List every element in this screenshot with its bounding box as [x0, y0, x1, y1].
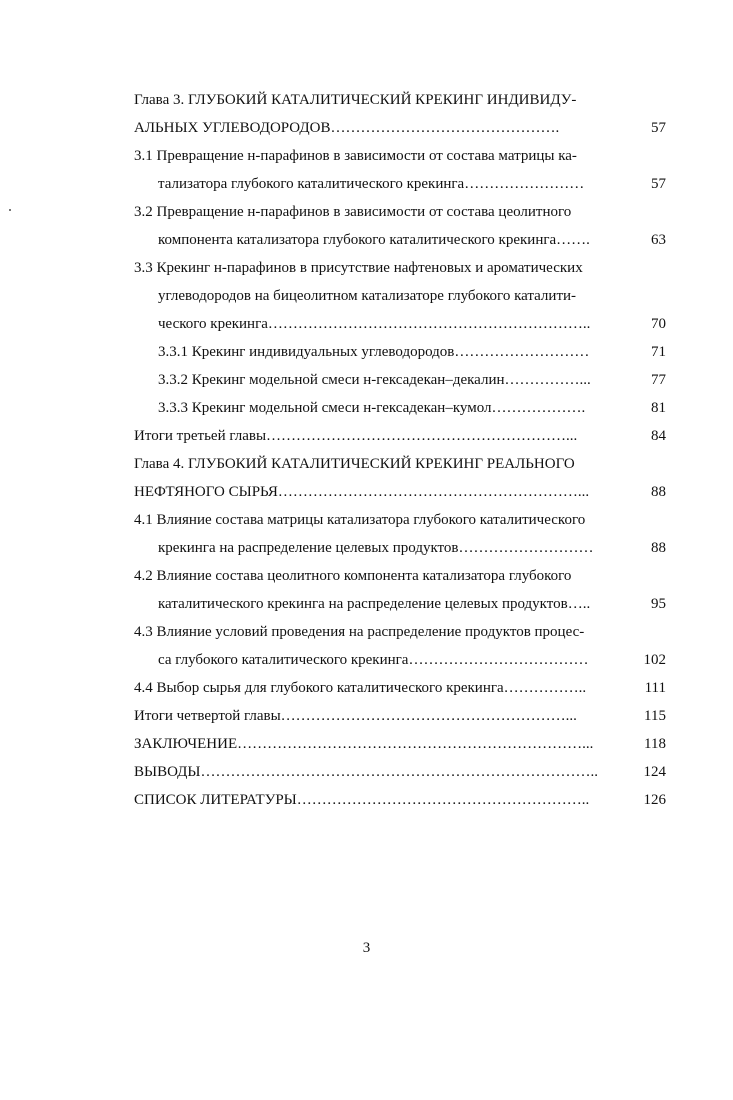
toc-section-3-2-line-2: компонента катализатора глубокого каталитического крекинга……. [158, 232, 590, 248]
toc-chapter-4-line-2: НЕФТЯНОГО СЫРЬЯ……………………………………………………... [134, 484, 590, 500]
toc-section-4-1-page: 88 [651, 540, 666, 556]
toc-subsection-3-3-3-page: 81 [651, 400, 666, 416]
toc-chapter-3-line-2: АЛЬНЫХ УГЛЕВОДОРОДОВ………………………………………. [134, 120, 560, 136]
toc-references: СПИСОК ЛИТЕРАТУРЫ………………………………………………….. [134, 792, 590, 808]
toc-section-3-1-line-2: тализатора глубокого каталитического крекинга…………………… [158, 176, 585, 192]
toc-summary-chapter-4: Итоги четвертой главы…………………………………………………... [134, 708, 577, 724]
toc-chapter-3-line-1: Глава 3. ГЛУБОКИЙ КАТАЛИТИЧЕСКИЙ КРЕКИНГ ИНДИВИДУ- [134, 92, 577, 108]
page-number: 3 [362, 940, 371, 956]
toc-section-3-3-line-2: углеводородов на бицеолитном катализаторе глубокого каталити- [158, 288, 577, 304]
toc-section-3-1-line-1: 3.1 Превращение н-парафинов в зависимости от состава матрицы ка- [134, 148, 577, 164]
toc-conclusion-page: 118 [644, 736, 666, 752]
toc-section-4-3-line-1: 4.3 Влияние условий проведения на распределение продуктов процес- [134, 624, 585, 640]
toc-chapter-3-page: 57 [651, 120, 666, 136]
toc-section-3-3-line-3: ческого крекинга……………………………………………………….. [158, 316, 591, 332]
toc-chapter-4-line-1: Глава 4. ГЛУБОКИЙ КАТАЛИТИЧЕСКИЙ КРЕКИНГ РЕАЛЬНОГО [134, 456, 575, 472]
toc-findings-page: 124 [643, 764, 666, 780]
toc-subsection-3-3-1-page: 71 [651, 344, 666, 360]
scan-speck [9, 209, 11, 211]
toc-summary-chapter-3: Итоги третьей главы……………………………………………………... [134, 428, 578, 444]
toc-summary-chapter-3-page: 84 [651, 428, 666, 444]
toc-section-4-4-page: 111 [644, 680, 666, 696]
toc-section-4-2-page: 95 [651, 596, 666, 612]
toc-section-4-3-page: 102 [643, 652, 666, 668]
toc-section-3-2-page: 63 [651, 232, 666, 248]
toc-section-3-3-page: 70 [651, 316, 666, 332]
toc-conclusion: ЗАКЛЮЧЕНИЕ……………………………………………………………... [134, 736, 594, 752]
toc-subsection-3-3-2: 3.3.2 Крекинг модельной смеси н-гексадекан–декалин……………... [158, 372, 591, 388]
toc-subsection-3-3-3: 3.3.3 Крекинг модельной смеси н-гексадекан–кумол………………. [158, 400, 586, 416]
toc-section-4-1-line-2: крекинга на распределение целевых продуктов……………………… [158, 540, 594, 556]
toc-references-page: 126 [643, 792, 666, 808]
toc-section-4-3-line-2: са глубокого каталитического крекинга……………………………… [158, 652, 589, 668]
toc-section-3-2-line-1: 3.2 Превращение н-парафинов в зависимости от состава цеолитного [134, 204, 572, 220]
toc-chapter-4-page: 88 [651, 484, 666, 500]
toc-section-3-1-page: 57 [651, 176, 666, 192]
toc-section-4-2-line-1: 4.2 Влияние состава цеолитного компонента катализатора глубокого [134, 568, 572, 584]
toc-findings: ВЫВОДЫ…………………………………………………………………….. [134, 764, 598, 780]
toc-section-4-2-line-2: каталитического крекинга на распределение целевых продуктов….. [158, 596, 591, 612]
toc-summary-chapter-4-page: 115 [644, 708, 666, 724]
toc-subsection-3-3-2-page: 77 [651, 372, 666, 388]
toc-section-3-3-line-1: 3.3 Крекинг н-парафинов в присутствие нафтеновых и ароматических [134, 260, 583, 276]
toc-section-4-1-line-1: 4.1 Влияние состава матрицы катализатора глубокого каталитического [134, 512, 586, 528]
toc-subsection-3-3-1: 3.3.1 Крекинг индивидуальных углеводородов……………………… [158, 344, 590, 360]
toc-section-4-4: 4.4 Выбор сырья для глубокого каталитического крекинга…………….. [134, 680, 587, 696]
